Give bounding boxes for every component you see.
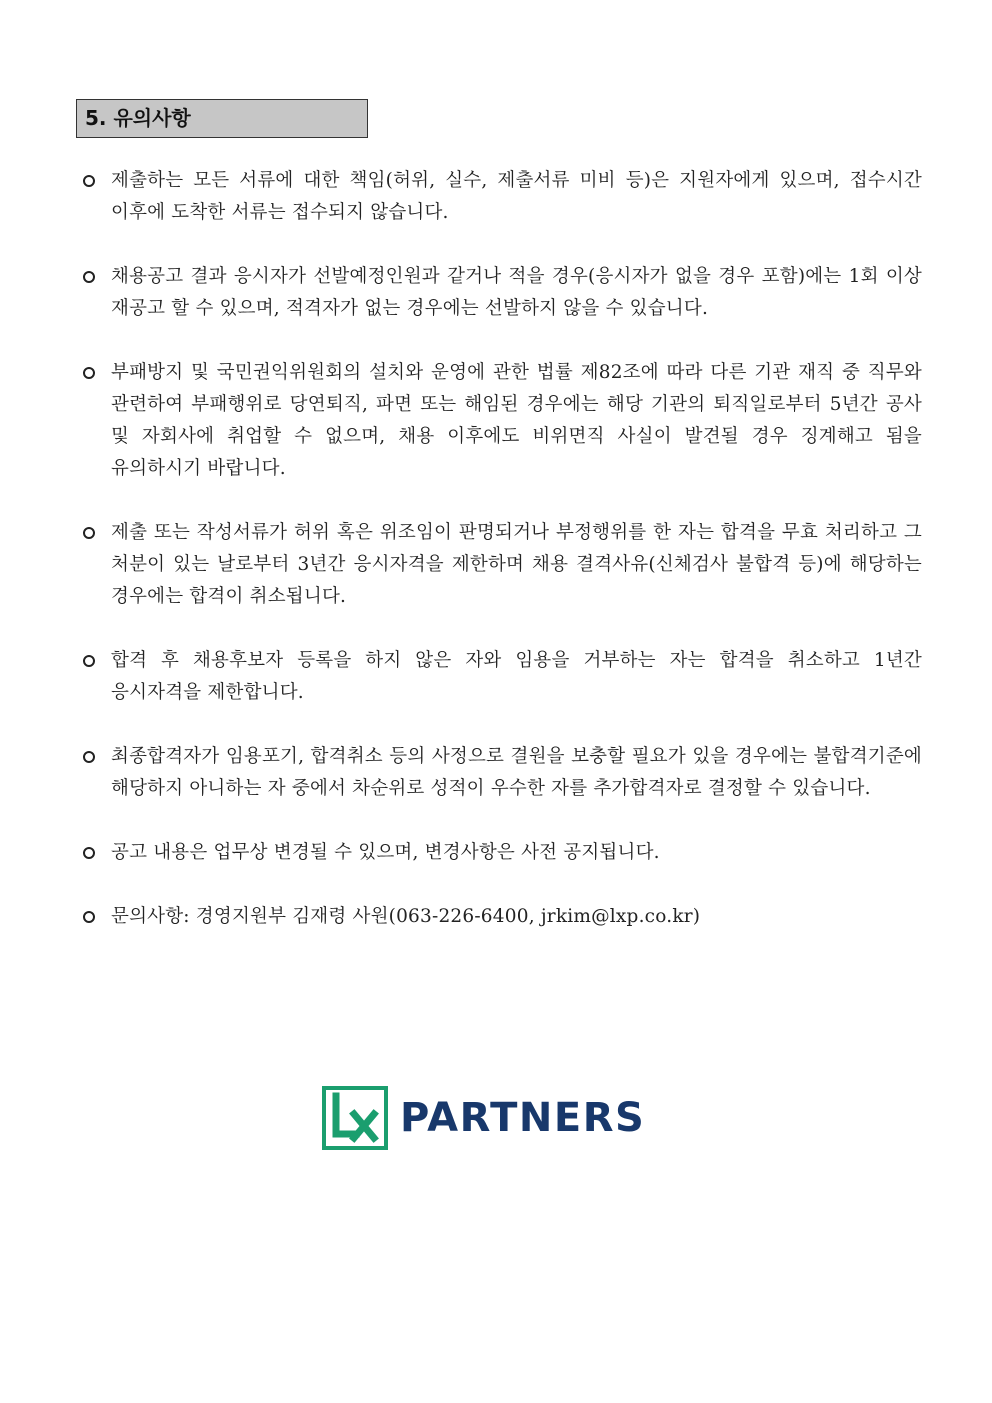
circle-bullet-icon (80, 517, 111, 549)
circle-bullet-icon (80, 165, 111, 197)
notice-text: 제출 또는 작성서류가 허위 혹은 위조임이 판명되거나 부정행위를 한 자는 합격을 무효 처리하고 그 처분이 있는 날로부터 3년간 응시자격을 제한하며 채용 결격사유(신체검사 불합격 등)에 해당하는 경우에는 합격이 취소됩니다. (111, 522, 922, 607)
circle-bullet-icon (80, 741, 111, 773)
circle-bullet-icon (80, 901, 111, 933)
notice-item (80, 357, 922, 485)
notice-text: 문의사항: 경영지원부 김재령 사원(063-226-6400, jrkim@lxp.co.kr) (111, 906, 701, 927)
notice-item (80, 901, 922, 933)
notice-item (80, 645, 922, 709)
notice-list (80, 165, 922, 965)
notice-text: 공고 내용은 업무상 변경될 수 있으며, 변경사항은 사전 공지됩니다. (111, 842, 660, 863)
section-title: 5. 유의사항 (76, 99, 368, 138)
notice-text: 채용공고 결과 응시자가 선발예정인원과 같거나 적을 경우(응시자가 없을 경우 포함)에는 1회 이상 재공고 할 수 있으며, 적격자가 없는 경우에는 선발하지 않을 수 있습니다. (111, 266, 922, 319)
circle-bullet-icon (80, 357, 111, 389)
notice-text: 부패방지 및 국민권익위원회의 설치와 운영에 관한 법률 제82조에 따라 다른 기관 재직 중 직무와 관련하여 부패행위로 당연퇴직, 파면 또는 해임된 경우에는 해당 기관의 퇴직일로부터 5년간 공사 및 자회사에 취업할 수 없으며, 채용 이후에도 비위면직 사실이 발견될 경우 징계해고 됨을 유의하시기 바랍니다. (111, 362, 922, 479)
notice-item (80, 165, 922, 229)
circle-bullet-icon (80, 837, 111, 869)
lx-partners-logo (322, 1086, 672, 1150)
notice-item (80, 837, 922, 869)
lx-mark-icon (322, 1086, 388, 1150)
logo-wordmark: PARTNERS (400, 1095, 646, 1141)
circle-bullet-icon (80, 261, 111, 293)
notice-item (80, 261, 922, 325)
notice-text: 제출하는 모든 서류에 대한 책임(허위, 실수, 제출서류 미비 등)은 지원자에게 있으며, 접수시간 이후에 도착한 서류는 접수되지 않습니다. (111, 170, 922, 223)
notice-item (80, 741, 922, 805)
notice-item (80, 517, 922, 613)
circle-bullet-icon (80, 645, 111, 677)
notice-text: 합격 후 채용후보자 등록을 하지 않은 자와 임용을 거부하는 자는 합격을 취소하고 1년간 응시자격을 제한합니다. (111, 650, 922, 703)
notice-text: 최종합격자가 임용포기, 합격취소 등의 사정으로 결원을 보충할 필요가 있을 경우에는 불합격기준에 해당하지 아니하는 자 중에서 차순위로 성적이 우수한 자를 추가합격자로 결정할 수 있습니다. (111, 746, 922, 799)
